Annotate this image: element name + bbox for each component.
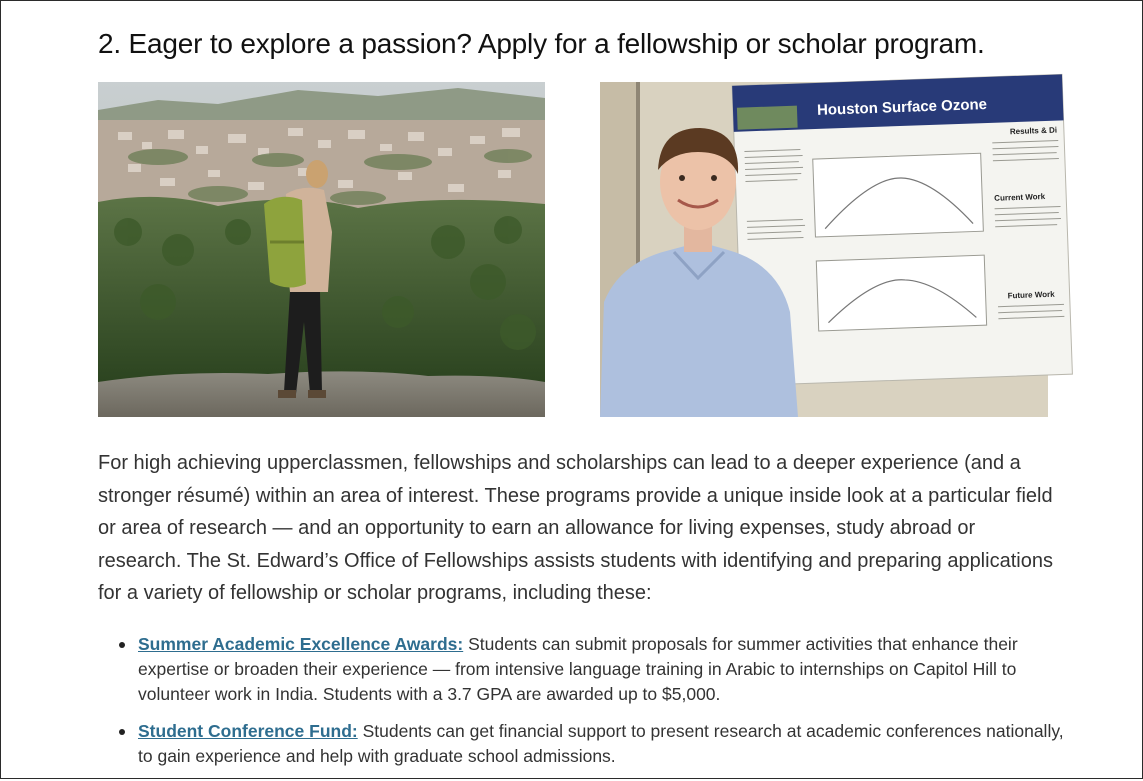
intro-paragraph: For high achieving upperclassmen, fellowships and scholarships can lead to a deeper experience (and a stronger résumé) within an area of interest. These programs provide a unique inside look at a particular field or area of research — and an opportunity to earn an allowance for living expenses, study abroad or research. The St. Edward’s Office of Fellowships assists students with identifying and preparing applications for a variety of fellowship or scholar programs, including these: [98, 452, 1053, 605]
student-poster-photo [600, 82, 1058, 417]
student-conference-fund-link[interactable]: Student Conference Fund: [138, 721, 358, 741]
poster-title: Houston Surface Ozone [816, 95, 988, 119]
summer-academic-excellence-awards-link[interactable]: Summer Academic Excellence Awards: [138, 634, 464, 654]
list-item [138, 632, 1068, 707]
list-item [138, 719, 1068, 769]
section-heading: 2. Eager to explore a passion? Apply for a fellowship or scholar program. [98, 28, 985, 59]
poster-section-current: Current Work [994, 192, 1046, 203]
list-item-text: Students can submit proposals for summer activities that enhance their expertise or broaden their experience — from intensive language training in Arabic to internships on Capitol Hill to volunteer work in India. Students with a 3.7 GPA are awarded up to $5,000. [138, 634, 1018, 704]
poster-section-results: Results & Di [1009, 125, 1058, 137]
program-list [98, 632, 1068, 781]
poster-section-future: Future Work [1007, 289, 1055, 301]
hiker-photo [98, 82, 545, 417]
list-item-text: Students can get financial support to present research at academic conferences nationally, to gain experience and help with graduate school admissions. [138, 721, 1064, 766]
